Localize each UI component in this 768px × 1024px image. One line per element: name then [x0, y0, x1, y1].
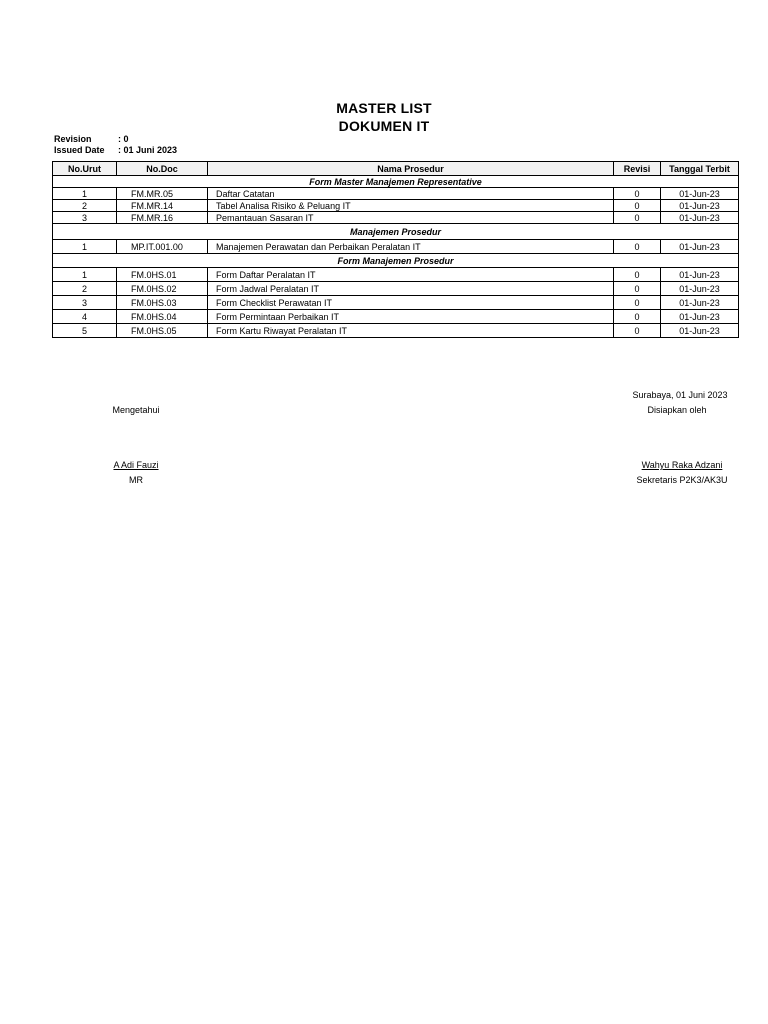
column-header-tanggal-terbit: Tanggal Terbit	[661, 162, 739, 176]
left-signature-caption: Mengetahui	[112, 405, 160, 415]
cell-nama-prosedur: Form Permintaan Perbaikan IT	[208, 310, 614, 324]
cell-no-doc: FM.0HS.05	[117, 324, 208, 338]
cell-nama-prosedur: Daftar Catatan	[208, 188, 614, 200]
cell-tanggal-terbit: 01-Jun-23	[661, 188, 739, 200]
cell-no-urut: 3	[53, 212, 117, 224]
column-header-no-doc: No.Doc	[117, 162, 208, 176]
table-row	[53, 268, 739, 282]
table-row	[53, 296, 739, 310]
right-signature-role: Sekretaris P2K3/AK3U	[636, 475, 728, 485]
cell-no-urut: 3	[53, 296, 117, 310]
revision-row	[54, 134, 129, 144]
cell-no-urut: 5	[53, 324, 117, 338]
cell-no-doc: FM.0HS.04	[117, 310, 208, 324]
section-title-row	[53, 176, 739, 188]
cell-revisi: 0	[614, 324, 661, 338]
cell-tanggal-terbit: 01-Jun-23	[661, 296, 739, 310]
table-row	[53, 188, 739, 200]
place-date: Surabaya, 01 Juni 2023	[632, 390, 728, 400]
section-title-row	[53, 254, 739, 268]
cell-revisi: 0	[614, 212, 661, 224]
cell-nama-prosedur: Form Jadwal Peralatan IT	[208, 282, 614, 296]
issued-date-label: Issued Date	[54, 145, 105, 155]
section-title-row	[53, 224, 739, 240]
revision-value: : 0	[118, 134, 129, 144]
cell-no-doc: MP.IT.001.00	[117, 240, 208, 254]
left-signature-name: A Adi Fauzi	[113, 460, 159, 470]
cell-nama-prosedur: Manajemen Perawatan dan Perbaikan Peralatan IT	[208, 240, 614, 254]
left-signature-role: MR	[129, 475, 143, 485]
table-row	[53, 240, 739, 254]
cell-no-urut: 1	[53, 240, 117, 254]
cell-revisi: 0	[614, 310, 661, 324]
cell-nama-prosedur: Tabel Analisa Risiko & Peluang IT	[208, 200, 614, 212]
cell-tanggal-terbit: 01-Jun-23	[661, 212, 739, 224]
section-title: Form Master Manajemen Representative	[53, 176, 739, 188]
cell-revisi: 0	[614, 188, 661, 200]
document-title-line1: MASTER LIST	[336, 100, 432, 116]
cell-tanggal-terbit: 01-Jun-23	[661, 282, 739, 296]
cell-tanggal-terbit: 01-Jun-23	[661, 240, 739, 254]
section-title: Form Manajemen Prosedur	[53, 254, 739, 268]
cell-no-urut: 2	[53, 200, 117, 212]
cell-no-doc: FM.0HS.02	[117, 282, 208, 296]
revision-label: Revision	[54, 134, 92, 144]
cell-no-doc: FM.0HS.03	[117, 296, 208, 310]
table-row	[53, 324, 739, 338]
cell-revisi: 0	[614, 268, 661, 282]
cell-revisi: 0	[614, 200, 661, 212]
table-row	[53, 310, 739, 324]
column-header-revisi: Revisi	[614, 162, 661, 176]
section-title: Manajemen Prosedur	[53, 224, 739, 240]
table-row	[53, 282, 739, 296]
issued-date-value: : 01 Juni 2023	[118, 145, 178, 155]
cell-tanggal-terbit: 01-Jun-23	[661, 324, 739, 338]
table-row	[53, 212, 739, 224]
right-signature-caption: Disiapkan oleh	[647, 405, 707, 415]
cell-no-doc: FM.MR.14	[117, 200, 208, 212]
cell-tanggal-terbit: 01-Jun-23	[661, 200, 739, 212]
cell-no-doc: FM.MR.05	[117, 188, 208, 200]
cell-tanggal-terbit: 01-Jun-23	[661, 310, 739, 324]
cell-nama-prosedur: Form Daftar Peralatan IT	[208, 268, 614, 282]
document-title-line2: DOKUMEN IT	[338, 118, 430, 134]
cell-no-urut: 1	[53, 188, 117, 200]
cell-revisi: 0	[614, 282, 661, 296]
cell-revisi: 0	[614, 296, 661, 310]
cell-no-urut: 1	[53, 268, 117, 282]
column-header-no-urut: No.Urut	[53, 162, 117, 176]
cell-no-urut: 2	[53, 282, 117, 296]
document-list-table	[52, 161, 739, 338]
cell-nama-prosedur: Pemantauan Sasaran IT	[208, 212, 614, 224]
cell-nama-prosedur: Form Checklist Perawatan IT	[208, 296, 614, 310]
column-header-nama-prosedur: Nama Prosedur	[208, 162, 614, 176]
cell-nama-prosedur: Form Kartu Riwayat Peralatan IT	[208, 324, 614, 338]
cell-no-doc: FM.0HS.01	[117, 268, 208, 282]
table-header-row	[53, 162, 739, 176]
cell-no-urut: 4	[53, 310, 117, 324]
right-signature-name: Wahyu Raka Adzani	[641, 460, 723, 470]
issued-date-row	[54, 145, 177, 155]
cell-no-doc: FM.MR.16	[117, 212, 208, 224]
table-row	[53, 200, 739, 212]
cell-tanggal-terbit: 01-Jun-23	[661, 268, 739, 282]
cell-revisi: 0	[614, 240, 661, 254]
